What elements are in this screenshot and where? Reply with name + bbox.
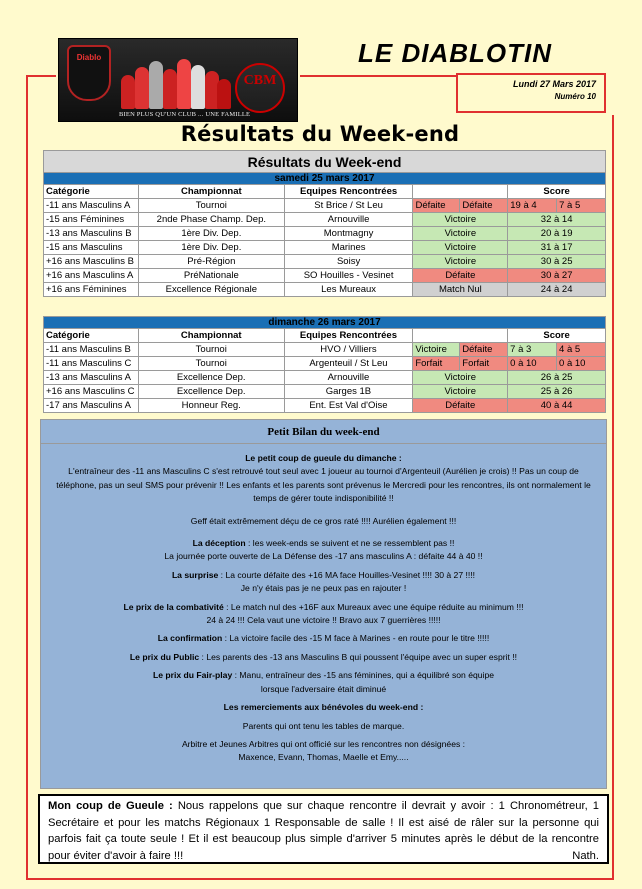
frame-border-left xyxy=(26,75,28,880)
frame-border-top xyxy=(26,75,56,77)
cell-score: 25 à 26 xyxy=(508,385,606,399)
cell-score-2: 7 à 5 xyxy=(557,199,606,213)
cell-result: Défaite xyxy=(413,399,508,413)
table-row xyxy=(44,399,606,413)
cell-teams: Montmagny xyxy=(284,227,413,241)
fair-label: Le prix du Fair-play xyxy=(152,670,233,681)
cell-score-1: 19 à 4 xyxy=(508,199,557,213)
cell-category: +16 ans Masculins C xyxy=(44,385,139,399)
banner-tagline: BIEN PLUS QU'UN CLUB ... UNE FAMILLE xyxy=(119,111,251,118)
cell-score-2: 0 à 10 xyxy=(557,357,606,371)
col-header-result xyxy=(413,185,508,199)
col-header-championship: Championnat xyxy=(138,185,284,199)
cell-championship: Tournoi xyxy=(138,343,284,357)
table-row xyxy=(44,255,606,269)
signature: Nath. xyxy=(572,849,599,862)
col-header-category: Catégorie xyxy=(44,329,139,343)
thanks-title: Les remerciements aux bénévoles du week-end : xyxy=(223,702,424,713)
col-header-championship: Championnat xyxy=(138,329,284,343)
cell-result: Victoire xyxy=(413,371,508,385)
cell-teams: Ent. Est Val d'Oise xyxy=(284,399,413,413)
table-row xyxy=(44,283,606,297)
cell-result: Victoire xyxy=(413,227,508,241)
cell-championship: Honneur Reg. xyxy=(138,399,284,413)
table-date-sunday: dimanche 26 mars 2017 xyxy=(44,317,606,329)
cell-category: +16 ans Masculins B xyxy=(44,255,139,269)
cell-championship: Tournoi xyxy=(138,357,284,371)
geff-text: Geff était extrêmement déçu de ce gros raté !!!! Aurélien également !!! xyxy=(190,515,457,526)
gueule-label: Mon coup de Gueule : xyxy=(48,800,173,812)
thanks-3: Maxence, Evann, Thomas, Maelle et Emy..... xyxy=(238,752,409,763)
table-row xyxy=(44,269,606,283)
surprise-text: : La courte défaite des +16 MA face Houilles-Vesinet !!!! 30 à 27 !!!! xyxy=(218,569,476,580)
table-row xyxy=(44,241,606,255)
table-row xyxy=(44,385,606,399)
table-row xyxy=(44,227,606,241)
cell-teams: Arnouville xyxy=(284,371,413,385)
issue-number: Numéro 10 xyxy=(554,92,596,101)
cell-championship: Pré-Région xyxy=(138,255,284,269)
cell-championship: 2nde Phase Champ. Dep. xyxy=(138,213,284,227)
newsletter-brand xyxy=(358,38,608,74)
cell-teams: St Brice / St Leu xyxy=(284,199,413,213)
combat-text-2: 24 à 24 !!! Cela vaut une victoire !! Bravo aux 7 guerrières !!!!! xyxy=(206,615,441,626)
cell-result-1: Victoire xyxy=(413,343,460,357)
table-row xyxy=(44,357,606,371)
cell-score: 24 à 24 xyxy=(508,283,606,297)
coup-de-gueule-box xyxy=(38,794,609,864)
cell-score: 20 à 19 xyxy=(508,227,606,241)
col-header-teams: Equipes Rencontrées xyxy=(284,329,413,343)
cell-score: 30 à 25 xyxy=(508,255,606,269)
cell-score: 30 à 27 xyxy=(508,269,606,283)
col-header-category: Catégorie xyxy=(44,185,139,199)
table-date-saturday: samedi 25 mars 2017 xyxy=(44,173,606,185)
deception-text-2: La journée porte ouverte de La Défense des -17 ans masculins A : défaite 44 à 40 !! xyxy=(164,551,483,562)
combat-text: : Le match nul des +16F aux Mureaux avec une équipe réduite au minimum !!! xyxy=(223,601,524,612)
results-table-sunday xyxy=(43,316,606,413)
cell-championship: Tournoi xyxy=(138,199,284,213)
fair-text: : Manu, entraîneur des -15 ans féminines, qui a équilibré son équipe xyxy=(232,670,495,681)
team-photo xyxy=(119,53,229,109)
table-row xyxy=(44,371,606,385)
cell-score: 40 à 44 xyxy=(508,399,606,413)
cell-teams: Marines xyxy=(284,241,413,255)
cell-result-2: Défaite xyxy=(460,343,508,357)
cell-category: -11 ans Masculins A xyxy=(44,199,139,213)
cell-championship: 1ère Div. Dep. xyxy=(138,241,284,255)
cell-category: -13 ans Masculins B xyxy=(44,227,139,241)
cell-result-1: Défaite xyxy=(413,199,460,213)
cell-result: Victoire xyxy=(413,241,508,255)
surprise-text-2: Je n'y étais pas je ne peux pas en rajouter ! xyxy=(240,583,407,594)
cell-result: Match Nul xyxy=(413,283,508,297)
crest-text: Diablo xyxy=(76,53,102,62)
summary-body xyxy=(41,452,606,765)
cell-score: 26 à 25 xyxy=(508,371,606,385)
page-title: Résultats du Week-end xyxy=(180,122,460,146)
col-header-score: Score xyxy=(508,329,606,343)
deception-text: : les week-ends se suivent et ne se ressemblent pas !! xyxy=(245,538,455,549)
table-row xyxy=(44,343,606,357)
cell-result-2: Défaite xyxy=(460,199,508,213)
cell-championship: Excellence Dep. xyxy=(138,385,284,399)
cell-teams: Argenteuil / St Leu xyxy=(284,357,413,371)
cell-category: -11 ans Masculins C xyxy=(44,357,139,371)
table-header-row xyxy=(44,185,606,199)
confirm-label: La confirmation xyxy=(157,633,223,644)
weekend-summary-panel xyxy=(40,419,607,789)
col-header-score: Score xyxy=(508,185,606,199)
issue-date-box xyxy=(456,73,606,113)
cell-championship: Excellence Dep. xyxy=(138,371,284,385)
cell-result: Victoire xyxy=(413,213,508,227)
coup-text: L'entraîneur des -11 ans Masculins C s'est retrouvé tout seul avec 1 joueur au tournoi d'Argenteuil (Aurélien je crois) !! Pas un coup de téléphone, pas un seul SMS pour prévenir !! Les enfants et les parents sont prévenus le Mercredi pour les rencontres, ils ont normalement le temps de gérer toute indisponibilité !! xyxy=(56,466,591,504)
combat-label: Le prix de la combativité xyxy=(123,601,224,612)
cell-teams: HVO / Villiers xyxy=(284,343,413,357)
thanks-2: Arbitre et Jeunes Arbitres qui ont officié sur les rencontres non désignées : xyxy=(181,738,466,749)
surprise-label: La surprise xyxy=(171,569,219,580)
frame-border-top-right xyxy=(300,75,456,77)
cell-result-1: Forfait xyxy=(413,357,460,371)
frame-border-right xyxy=(612,115,614,880)
team-photo-banner xyxy=(58,38,298,122)
cell-category: +16 ans Féminines xyxy=(44,283,139,297)
fair-text-2: lorsque l'adversaire était diminué xyxy=(260,683,387,694)
cell-score: 31 à 17 xyxy=(508,241,606,255)
cell-result: Défaite xyxy=(413,269,508,283)
cell-championship: PréNationale xyxy=(138,269,284,283)
confirm-text: : La victoire facile des -15 M face à Marines - en route pour le titre !!!!! xyxy=(222,633,490,644)
cell-category: -15 ans Masculins xyxy=(44,241,139,255)
cell-result: Victoire xyxy=(413,255,508,269)
cell-teams: Soisy xyxy=(284,255,413,269)
thanks-1: Parents qui ont tenu les tables de marque. xyxy=(242,720,405,731)
table-heading: Résultats du Week-end xyxy=(44,151,606,173)
cell-score: 32 à 14 xyxy=(508,213,606,227)
cell-teams: SO Houilles - Vesinet xyxy=(284,269,413,283)
col-header-teams: Equipes Rencontrées xyxy=(284,185,413,199)
cell-championship: 1ère Div. Dep. xyxy=(138,227,284,241)
table-row xyxy=(44,213,606,227)
cell-teams: Arnouville xyxy=(284,213,413,227)
public-label: Le prix du Public xyxy=(129,651,200,662)
cell-score-1: 7 à 3 xyxy=(508,343,557,357)
cell-score-1: 0 à 10 xyxy=(508,357,557,371)
cell-score-2: 4 à 5 xyxy=(557,343,606,357)
cell-category: -15 ans Féminines xyxy=(44,213,139,227)
cell-result: Victoire xyxy=(413,385,508,399)
cell-result-2: Forfait xyxy=(460,357,508,371)
cell-teams: Les Mureaux xyxy=(284,283,413,297)
col-header-result xyxy=(413,329,508,343)
cell-category: -17 ans Masculins A xyxy=(44,399,139,413)
cbm-logo-icon: CBM xyxy=(235,63,285,113)
results-table-saturday xyxy=(43,150,606,297)
cell-category: +16 ans Masculins A xyxy=(44,269,139,283)
summary-title: Petit Bilan du week-end xyxy=(41,420,606,444)
cell-category: -11 ans Masculins B xyxy=(44,343,139,357)
table-row xyxy=(44,199,606,213)
brand-text: LE DIABLOTIN xyxy=(358,38,552,68)
cell-category: -13 ans Masculins A xyxy=(44,371,139,385)
deception-label: La déception xyxy=(192,538,246,549)
issue-date: Lundi 27 Mars 2017 xyxy=(512,79,596,89)
cell-teams: Garges 1B xyxy=(284,385,413,399)
cell-championship: Excellence Régionale xyxy=(138,283,284,297)
club-crest-icon xyxy=(67,45,111,101)
table-header-row xyxy=(44,329,606,343)
public-text: : Les parents des -13 ans Masculins B qui poussent l'équipe avec un super esprit !! xyxy=(199,651,518,662)
coup-title: Le petit coup de gueule du dimanche : xyxy=(245,453,402,463)
frame-border-bottom xyxy=(26,878,614,880)
gueule-text: Nous rappelons que sur chaque rencontre il devrait y avoir : 1 Chronométreur, 1 Secrétaire et pour les matchs Régionaux 1 Responsable de salle ! Il est aisé de râler sur la personne qui parfois fait ça toute seule ! Et il est beaucoup plus simple d'arriver 5 minutes après le début de la rencontre pour éviter d'avoir à faire !!! xyxy=(48,800,599,862)
